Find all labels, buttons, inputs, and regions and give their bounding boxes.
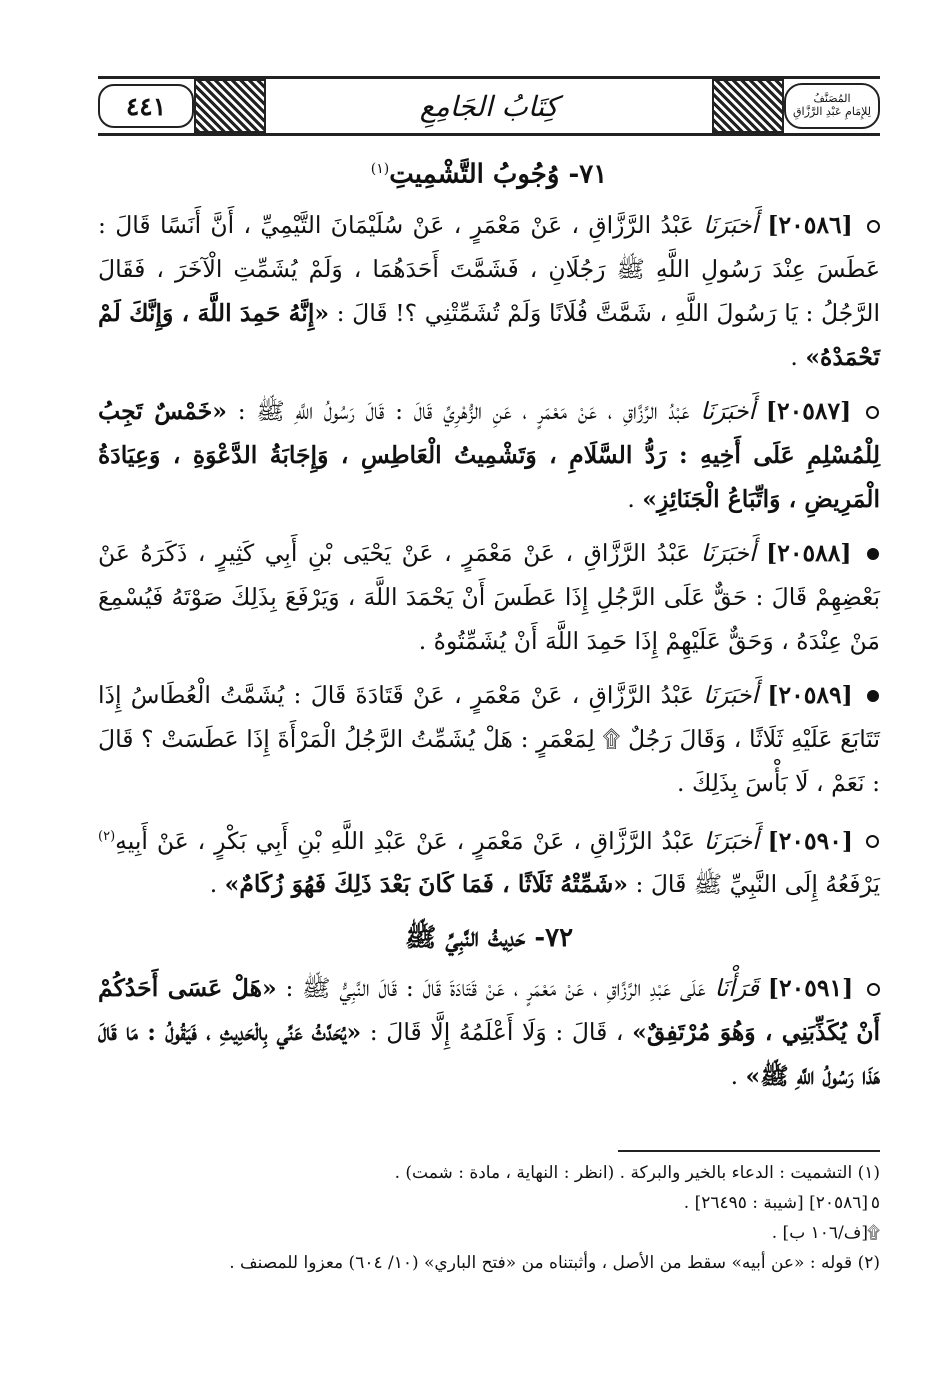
chapter-heading-72 [98, 916, 880, 960]
hadith-end: . [790, 342, 806, 371]
hadith-text: عَبْدُ الرَّزَّاقِ ، عَنْ مَعْمَرٍ ، عَنْ يَحْيَى بْنِ أَبِي كَثِيرٍ ، ذَكَرَهُ عَنْ بَعْضِهِمْ قَالَ : حَقٌّ عَلَى الرَّجُلِ إِذَا عَطَسَ أَنْ يَحْمَدَ اللَّهَ ، وَيَرْفَعَ بِذَلِكَ صَوْتَهُ فَيُسْمِعَ مَنْ عِنْدَهُ ، وَحَقٌّ عَلَيْهِمْ إِذَا حَمِدَ اللَّهَ أَنْ يُشَمِّتُوهُ . [98, 538, 880, 655]
page-number-box [98, 84, 194, 128]
hadith-matn-2: «يُحَدَّثُ عَنِّي بِالْحَدِيثِ ، فَيَقُولُ : مَا قَالَ هَذَا رَسُولُ اللَّهِ ﷺ» [98, 1018, 880, 1091]
footnote-text: (٢) قوله : «عن أبيه» سقط من الأصل ، وأثبتناه من «فتح الباري» (١٠/ ٦٠٤) معزوا للمصنف . [229, 1253, 880, 1273]
footnote-divider [618, 1150, 880, 1152]
hollow-circle-icon [866, 966, 880, 1010]
footnote-1 [98, 1158, 880, 1188]
hadith-20587 [98, 389, 880, 521]
transmission-word: أَخبَرَنَا [700, 538, 756, 567]
hadith-text: عَبْدُ الرَّزَّاقِ ، عَنْ مَعْمَرٍ ، عَنْ سُلَيْمَانَ التَّيْمِيِّ ، أَنَّ أَنَسًا قَالَ : عَطَسَ عِنْدَ رَسُولِ اللَّهِ ﷺ رَجُلَانِ ، فَشَمَّتَ أَحَدَهُمَا ، وَلَمْ يُشَمِّتِ الْآخَرَ ، فَقَالَ الرَّجُلُ : يَا رَسُولَ اللَّهِ ، شَمَّتَّ فُلَانًا وَلَمْ تُشَمِّتْنِي ؟! قَالَ : [98, 210, 880, 327]
footnote-text: [٢٠٥٨٦] [شيبة : ٢٦٤٩٥] . [683, 1193, 868, 1213]
hollow-circle-icon: ٥ [870, 1193, 880, 1213]
footnote-manuscript-ref [98, 1218, 880, 1248]
footnote-2 [98, 1248, 880, 1278]
running-title: كِتَابُ الجَامِعِ [419, 89, 559, 123]
footnote-ref: (٢) [98, 828, 116, 844]
footnote-ref: (١) [370, 161, 390, 177]
hadith-text: عَبْدُ الرَّزَّاقِ ، عَنْ مَعْمَرٍ ، عَنْ قَتَادَةَ قَالَ : يُشَمَّتُ الْعُطَاسُ إِذَا تَتَابَعَ عَلَيْهِ ثَلَاثًا ، وَقَالَ رَجُلٌ ۩ لِمَعْمَرٍ : هَلْ يُشَمِّتُ الرَّجُلُ الْمَرْأَةَ إِذَا عَطَسَتْ ؟ قَالَ : نَعَمْ ، لَا بَأْسَ بِذَلِكَ . [98, 680, 880, 797]
solid-circle-icon [866, 531, 880, 575]
chapter-title: ٧١- وُجُوبُ التَّشْمِيتِ [389, 159, 608, 190]
footnotes [98, 1158, 880, 1278]
transmission-word: أَخبَرَنَا [703, 210, 759, 239]
hollow-circle-icon [866, 389, 880, 433]
manuscript-mark-icon: ۩ [867, 1223, 880, 1243]
chapter-title: ٧٢- حَدِيثُ النَّبِيِّ ﷺ [404, 923, 574, 954]
hadith-matn: «إِنَّهُ حَمِدَ اللَّهَ ، وَإِنَّكَ لَمْ تَحْمَدْهُ» [98, 298, 880, 371]
hadith-number: [٢٠٥٨٨] [766, 538, 852, 567]
page-header [98, 76, 880, 136]
hadith-text: عَبْدُ الرَّزَّاقِ ، عَنْ مَعْمَرٍ ، عَنْ عَبْدِ اللَّهِ بْنِ أَبِي بَكْرٍ ، عَنْ أَبِيهِ [115, 826, 695, 855]
hadith-text-continued: يَرْفَعُهُ إِلَى النَّبِيِّ ﷺ قَالَ : [635, 870, 880, 899]
hadith-text: عَلَى عَبْدِ الرَّزَّاقِ ، عَنْ مَعْمَرٍ ، عَنْ قَتَادَةَ قَالَ : قَالَ النَّبِيُّ ﷺ : [285, 974, 706, 1003]
hadith-matn: «هَلْ عَسَى أَحَدُكُمْ أَنْ يُكَذِّبَنِي ، وَهُوَ مُرْتَفِقٌ» [98, 974, 880, 1047]
footnote-text: (١) التشميت : الدعاء بالخير والبركة . (انظر : النهاية ، مادة : شمت) . [394, 1163, 880, 1183]
hadith-text: عَبْدُ الرَّزَّاقِ ، عَنْ مَعْمَرٍ ، عَنِ الزُّهْرِيِّ قَالَ : قَالَ رَسُولُ اللَّهِ ﷺ : [237, 396, 690, 425]
hadith-end: . [209, 870, 225, 899]
solid-circle-icon [866, 673, 880, 717]
footnote-text: [ف/١٠٦ ب] . [771, 1223, 868, 1243]
hadith-end: . [730, 1062, 746, 1091]
hadith-20591 [98, 966, 880, 1098]
transmission-word: أَخبَرَنَا [703, 680, 759, 709]
ornament-right [712, 79, 784, 133]
transmission-word: أَخبَرَنَا [703, 826, 759, 855]
hadith-matn: «شَمِّتْهُ ثَلَاثًا ، فَمَا كَانَ بَعْدَ ذَلِكَ فَهُوَ زُكَامٌ» [224, 870, 628, 899]
book-seal-logo [784, 83, 880, 129]
hadith-20588 [98, 531, 880, 663]
hadith-number: [٢٠٥٨٦] [767, 210, 853, 239]
seal-line-2: لِلإِمَامِ عَبْدِ الرَّزَّاقِ [793, 105, 871, 118]
hadith-number: [٢٠٥٩٠] [767, 826, 854, 855]
transmission-word: قَرَأْنَا [714, 974, 760, 1003]
hadith-matn: «خَمْسٌ تَجِبُ لِلْمُسْلِمِ عَلَى أَخِيهِ : رَدُّ السَّلَامِ ، وَتَشْمِيتُ الْعَاطِسِ ، وَإِجَابَةُ الدَّعْوَةِ ، وَعِيَادَةُ الْمَرِيضِ ، وَاتِّبَاعُ الْجَنَائِزِ» [98, 396, 880, 513]
ornament-left [194, 79, 266, 133]
transmission-word: أَخبَرَنَا [700, 396, 756, 425]
hollow-circle-icon [866, 203, 880, 247]
hadith-20586 [98, 203, 880, 379]
running-title-box [266, 79, 712, 133]
chapter-heading-71 [98, 147, 880, 197]
hadith-20589 [98, 673, 880, 805]
hadith-end: . [627, 484, 643, 513]
main-text [98, 147, 880, 1108]
hollow-circle-icon [866, 818, 880, 862]
page-number: ٤٤١ [125, 91, 167, 121]
hadith-number: [٢٠٥٨٩] [767, 680, 853, 709]
hadith-number: [٢٠٥٩١] [767, 974, 854, 1003]
hadith-text-continued: ، قَالَ : وَلَا أَعْلَمُهُ إِلَّا قَالَ : [369, 1018, 633, 1047]
seal-line-1: المُصَنَّفُ [813, 92, 851, 106]
hadith-20590 [98, 815, 880, 907]
footnote-source-20586 [98, 1188, 880, 1218]
hadith-number: [٢٠٥٨٧] [765, 396, 852, 425]
